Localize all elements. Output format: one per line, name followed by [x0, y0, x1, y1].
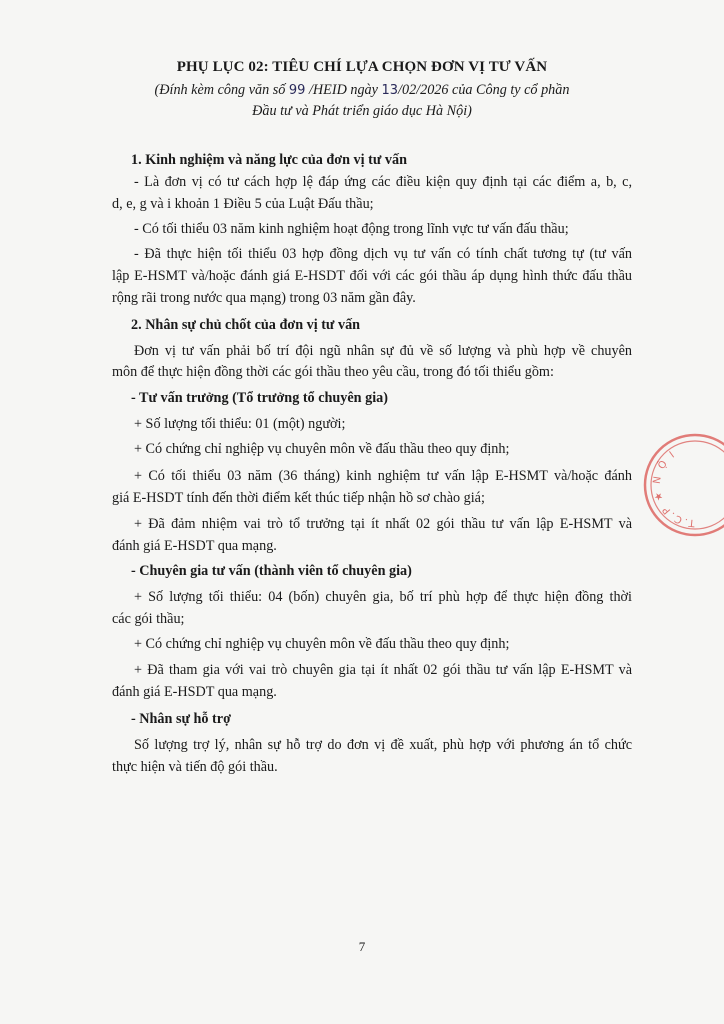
- lead-item4-line1: + Đã đảm nhiệm vai trò tổ trưởng tại ít nhất 02 gói thầu tư vấn lập E-HSMT và: [134, 516, 632, 532]
- s1-para1-line1: - Là đơn vị có tư cách hợp lệ đáp ứng các điều kiện quy định tại các điểm a, b, c,: [134, 174, 632, 190]
- seal-text: T.C.P ★ N Ộ I: [651, 448, 696, 529]
- subtitle-prefix: (Đính kèm công văn số: [154, 82, 286, 98]
- s1-para2: - Có tối thiểu 03 năm kinh nghiệm hoạt động trong lĩnh vực tư vấn đấu thầu;: [134, 221, 569, 237]
- doc-day: 13: [381, 83, 399, 98]
- subtitle-suffix: /02/2026 của Công ty cổ phần: [398, 82, 570, 98]
- section2-heading: 2. Nhân sự chủ chốt của đơn vị tư vấn: [131, 317, 361, 333]
- lead-item3-line1: + Có tối thiểu 03 năm (36 tháng) kinh nghiệm tư vấn lập E-HSMT và/hoặc đánh: [134, 468, 632, 484]
- expert-item2: + Có chứng chỉ nghiệp vụ chuyên môn về đấu thầu theo quy định;: [134, 636, 510, 652]
- s2-intro-line1: Đơn vị tư vấn phải bố trí đội ngũ nhân sự đủ về số lượng và phù hợp về chuyên: [134, 343, 632, 359]
- s1-para1-line2: d, e, g và i khoản 1 Điều 5 của Luật Đấu thầu;: [112, 196, 374, 212]
- lead-item4-line2: đánh giá E-HSDT qua mạng.: [112, 538, 277, 554]
- s1-para3-line3: rộng rãi trong nước qua mạng) trong 03 năm gần đây.: [112, 290, 416, 306]
- s2-intro-line2: môn để thực hiện đồng thời các gói thầu theo yêu cầu, trong đó tối thiểu gồm:: [112, 364, 554, 380]
- lead-item3-line2: giá E-HSDT tính đến thời điểm kết thúc tiếp nhận hồ sơ chào giá;: [112, 490, 485, 506]
- expert-heading: - Chuyên gia tư vấn (thành viên tổ chuyên gia): [131, 563, 412, 579]
- page-title: PHỤ LỤC 02: TIÊU CHÍ LỰA CHỌN ĐƠN VỊ TƯ VẤN: [176, 59, 548, 75]
- lead-consultant-heading: - Tư vấn trưởng (Tổ trưởng tổ chuyên gia): [131, 390, 388, 406]
- section1-heading: 1. Kinh nghiệm và năng lực của đơn vị tư vấn: [131, 152, 407, 168]
- support-heading: - Nhân sự hỗ trợ: [131, 711, 231, 727]
- subtitle-mid: /HEID ngày: [308, 82, 378, 98]
- support-line2: thực hiện và tiến độ gói thầu.: [112, 759, 278, 775]
- lead-item1: + Số lượng tối thiểu: 01 (một) người;: [134, 416, 346, 432]
- s1-para3-line2: lập E-HSMT và/hoặc đánh giá E-HSDT đối với các gói thầu áp dụng hình thức đấu thầu: [112, 268, 632, 284]
- lead-item2: + Có chứng chỉ nghiệp vụ chuyên môn về đấu thầu theo quy định;: [134, 441, 510, 457]
- subtitle-line2: Đầu tư và Phát triển giáo dục Hà Nội): [252, 103, 472, 119]
- page-number: 7: [358, 939, 366, 954]
- expert-item1-line1: + Số lượng tối thiểu: 04 (bốn) chuyên gia, bố trí phù hợp để thực hiện đồng thời: [134, 589, 632, 605]
- doc-number: 99: [288, 83, 306, 98]
- subtitle: [100, 80, 624, 122]
- expert-item3-line1: + Đã tham gia với vai trò chuyên gia tại ít nhất 02 gói thầu tư vấn lập E-HSMT và: [134, 662, 632, 678]
- support-line1: Số lượng trợ lý, nhân sự hỗ trợ do đơn vị đề xuất, phù hợp với phương án tổ chức: [134, 737, 632, 753]
- company-seal-icon: [640, 430, 724, 540]
- expert-item1-line2: các gói thầu;: [112, 611, 185, 627]
- expert-item3-line2: đánh giá E-HSDT qua mạng.: [112, 684, 277, 700]
- s1-para3-line1: - Đã thực hiện tối thiểu 03 hợp đồng dịch vụ tư vấn có tính chất tương tự (tư vấn: [134, 246, 632, 262]
